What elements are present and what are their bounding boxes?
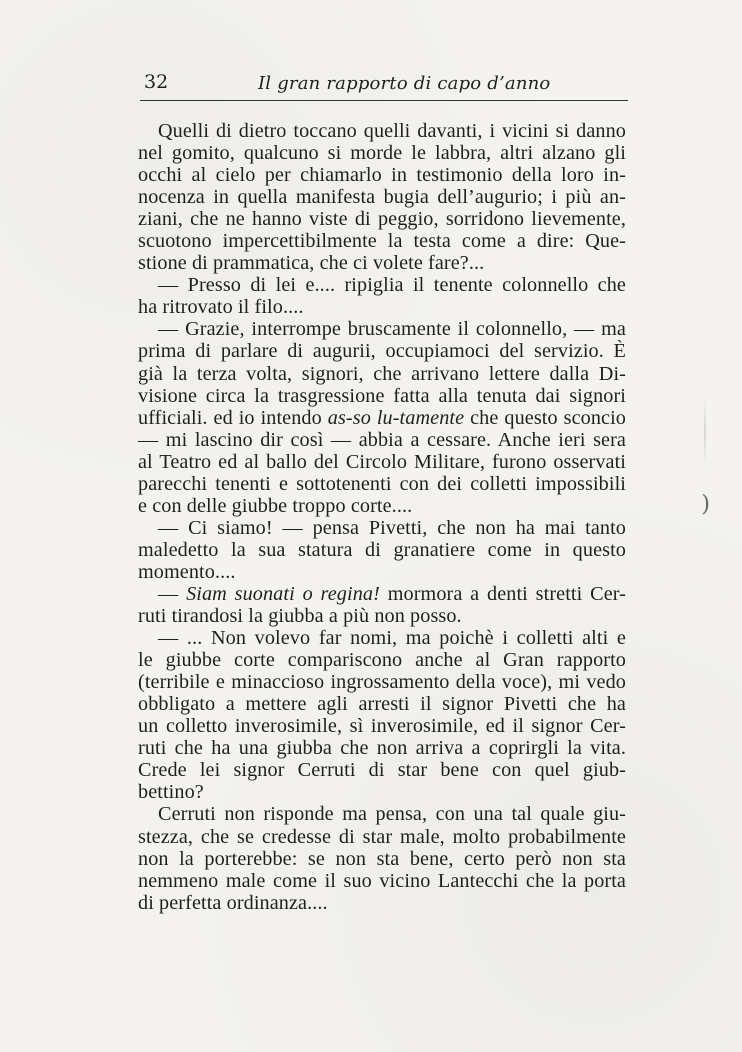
- text-segment: mormora a denti stretti Cer-: [379, 582, 626, 605]
- text-line: momento....: [138, 560, 236, 583]
- italic-text: Siam suonati o regina!: [186, 582, 380, 605]
- text-line: prima di parlare di augurii, occupiamoci del servizio. È: [138, 340, 626, 363]
- text-line: nemmeno male come il suo vicino Lantecchi che la porta: [138, 869, 626, 892]
- text-segment: —: [158, 582, 187, 605]
- text-line: — ... Non volevo far nomi, ma poichè i colletti alti e: [158, 627, 626, 650]
- text-line: [138, 583, 626, 605]
- text-line: al Teatro ed al ballo del Circolo Militare, furono osservati: [138, 450, 626, 473]
- text-line: le giubbe corte compariscono anche al Gran rapporto: [138, 649, 626, 672]
- text-line: ha ritrovato il filo....: [138, 296, 304, 319]
- text-segment: ufficiali. ed io intendo: [138, 406, 328, 429]
- text-line: occhi al cielo per chiamarlo in testimonio della loro in-: [138, 164, 626, 187]
- text-line: stezza, che se credesse di star male, molto probabilmente: [138, 825, 626, 848]
- text-line: [138, 407, 626, 429]
- page-header: [140, 66, 628, 101]
- text-line: visione circa la trasgressione fatta alla tenuta dai signori: [138, 384, 626, 407]
- page-number: 32: [144, 71, 169, 93]
- text-line: nocenza in quella manifesta bugia dell’augurio; i più an-: [138, 186, 626, 209]
- text-line: — Presso di lei e.... ripiglia il tenente colonnello che: [158, 274, 626, 297]
- margin-mark: [704, 397, 706, 467]
- text-line: ruti tirandosi la giubba a più non posso.: [138, 605, 462, 628]
- text-line: — mi lascino dir così — abbia a cessare. Anche ieri sera: [138, 428, 626, 451]
- text-segment: che questo sconcio: [464, 406, 626, 429]
- text-line: bettino?: [138, 781, 204, 804]
- text-line: ziani, che ne hanno viste di peggio, sorridono lievemente,: [138, 208, 626, 231]
- text-line: di perfetta ordinanza....: [138, 891, 328, 914]
- text-line: parecchi tenenti e sottotenenti con dei colletti impossibili: [138, 472, 626, 495]
- text-line: — Grazie, interrompe bruscamente il colonnello, — ma: [158, 318, 626, 341]
- text-line: maledetto la sua statura di granatiere come in questo: [138, 538, 626, 561]
- text-line: — Ci siamo! — pensa Pivetti, che non ha mai tanto: [158, 516, 626, 539]
- margin-bracket: ): [701, 492, 710, 517]
- text-line: già la terza volta, signori, che arrivano lettere dalla Di-: [138, 362, 626, 385]
- text-line: non la porterebbe: se non sta bene, certo però non sta: [138, 847, 626, 870]
- text-line: obbligato a mettere agli arresti il signor Pivetti che ha: [138, 693, 626, 716]
- text-line: ruti che ha una giubba che non arriva a coprirgli la vita.: [138, 737, 626, 760]
- text-line: stione di prammatica, che ci volete fare?...: [138, 252, 485, 275]
- text-line: e con delle giubbe troppo corte....: [138, 494, 413, 517]
- text-line: Quelli di dietro toccano quelli davanti, i vicini si danno: [158, 120, 626, 142]
- italic-text: as-so lu-tamente: [327, 406, 465, 429]
- text-line: Cerruti non risponde ma pensa, con una tal quale giu-: [158, 803, 626, 826]
- running-title: Il gran rapporto di capo d’anno: [258, 73, 551, 94]
- text-line: Crede lei signor Cerruti di star bene con quel giub-: [138, 759, 626, 782]
- body-text: [138, 120, 626, 914]
- text-line: (terribile e minaccioso ingrossamento della voce), mi vedo: [138, 671, 626, 694]
- text-line: scuotono impercettibilmente la testa come a dire: Que-: [138, 230, 626, 253]
- text-line: nel gomito, qualcuno si morde le labbra, altri alzano gli: [138, 142, 626, 165]
- text-line: un colletto inverosimile, sì inverosimile, ed il signor Cer-: [138, 715, 626, 738]
